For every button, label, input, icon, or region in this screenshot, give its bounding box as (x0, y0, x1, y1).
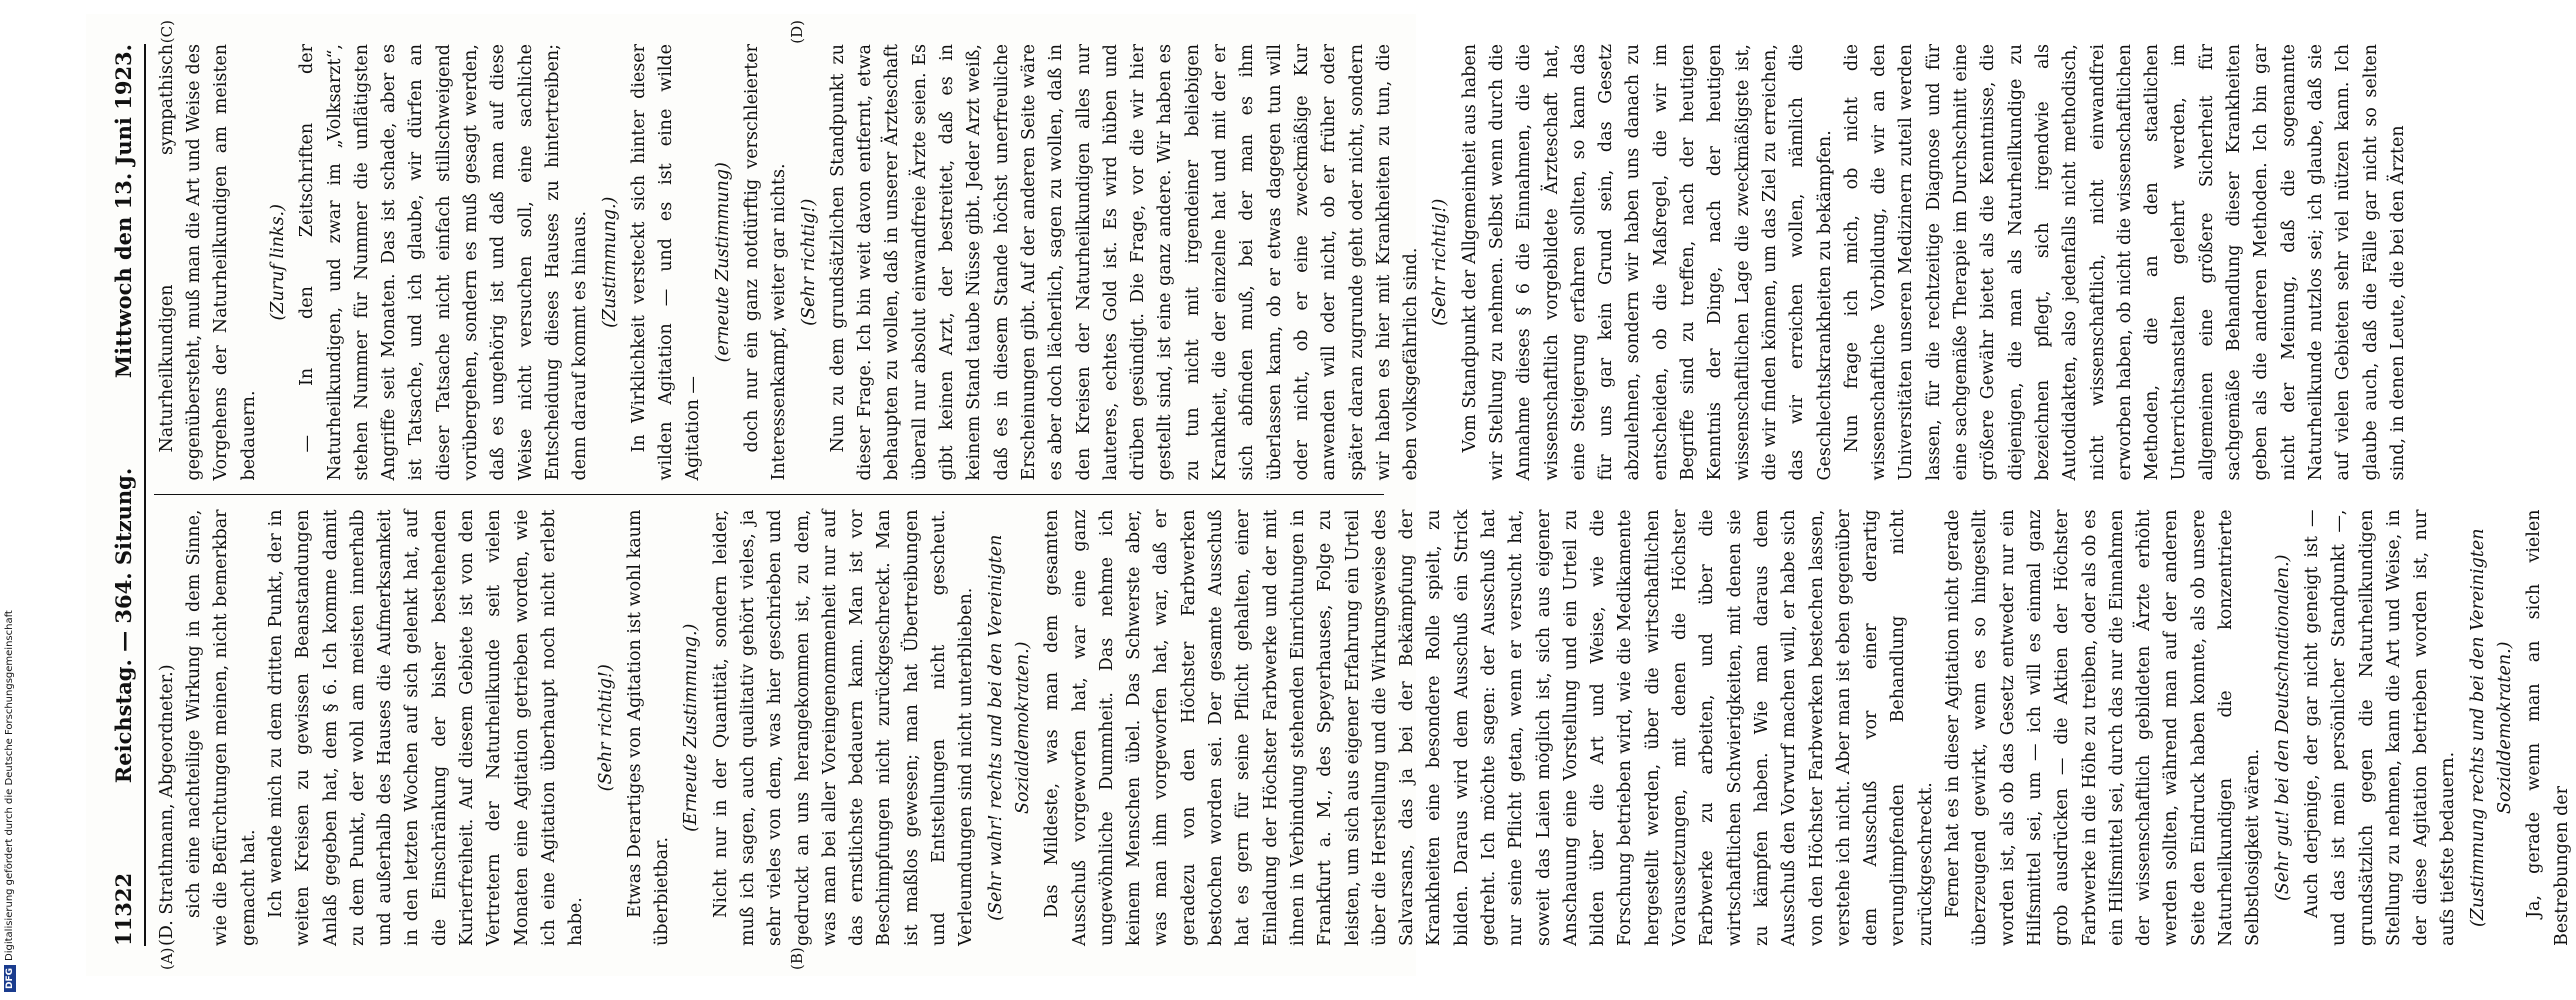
paragraph: sich eine nachteilige Wirkung in dem Sinne, wie die Befürchtungen meinen, nicht bemerkbar gemacht hat. (184, 509, 259, 946)
interjection: (Sehr gut! bei den Deutschnationalen.) (2272, 554, 2293, 902)
dfg-logo: DFG (4, 965, 16, 992)
interjection: (Sehr richtig!) (1430, 198, 1451, 326)
paragraph: Das Mildeste, was man dem gesamten Ausschuß vorgeworfen hat, war eine ganz ungewöhnliche Dummheit. Das nehme ich keinem Menschen übel. Das Schwerste aber, was man ihm vorgeworfen hat, war, daß er geradezu von den Höchster Farbwerken bestochen worden sei. Der gesamte Ausschuß hat es gern für seine Pflicht gehalten, einer Einladung der Höchster Farbwerke und der mit ihnen in Verbindung stehenden Einrichtungen in Frankfurt a. M., des Speyerhauses, Folge zu leisten, um sich aus eigener Erfahrung ein Urteil über die Herstellung und die Wirkungsweise des Salvarsans, das ja bei der Bekämpfung der Krankheiten eine besondere Rolle spielt, zu bilden. Daraus wird dem Ausschuß ein Strick gedreht. Ich möchte sagen: der Ausschuß hat nur seine Pflicht getan, wenn er versucht hat, soweit das Laien möglich ist, sich aus eigener Anschauung eine Vorstellung und ein Urteil zu bilden über die Art und Weise, wie die Forschung betrieben wird, wie die Medikamente hergestellt werden, über die wirtschaftlichen Voraussetzungen, mit denen die Höchster Farbwerke zu arbeiten, und über die wirtschaftlichen Schwierigkeiten, mit denen sie zu kämpfen haben. Wie man daraus dem Ausschuß den Vorwurf machen will, er habe sich von den Höchster Farbwerken bestechen lassen, verstehe ich nicht. Aber man ist eben gegenüber dem Ausschuß vor einer derartig verunglimpfenden Behandlung nicht zurückgeschreckt. (1042, 509, 1936, 946)
margin-marker-c: (C) (158, 20, 176, 44)
paragraph: Ja, gerade wenn man an sich vielen Bestrebungen der (2524, 509, 2572, 946)
paragraph: Nun zu dem grundsätzlichen Standpunkt zu dieser Frage. Ich bin weit davon entfernt, etwa behaupten zu wollen, daß in unserer Ärzteschaft überall nur absolut einwandfreie Ärzte seien. Es gibt keinen Arzt, der bestreitet, daß es in keinem Stand taube Nüsse gibt. Jeder Arzt weiß, daß es in diesem Stande höchst unerfreuliche Erscheinungen gibt. Auf der anderen Seite wäre es aber doch lächerlich, sagen zu wollen, daß in den Kreisen der Naturheilkundigen alles nur lauteres, echtes Gold ist. Es wird hüben und drüben gesündigt. Die Frage, vor die wir hier gestellt sind, ist eine ganz andere. Wir haben es zu tun nicht mit irgendeiner beliebigen Krankheit, die der einzelne hat und mit der er sich abfinden muß, bei der man es ihm überlassen kann, ob er etwas dagegen tun will oder nicht, ob er eine zweckmäßige Kur anwenden will oder nicht, ob er früher oder später daran zugrunde geht oder nicht, sondern wir haben es hier mit Krankheiten zu tun, die eben volksgefährlich sind. (827, 44, 1422, 481)
left-column (154, 496, 2572, 947)
paragraph: Etwas Derartiges von Agitation ist wohl kaum überbietbar. (624, 509, 673, 946)
interjection: (Sehr wahr! rechts und bei den Vereinigten Sozialdemokraten.) (985, 534, 1033, 921)
session-date: Mittwoch den 13. Juni 1923. (111, 44, 136, 379)
interjection: (Erneute Zustimmung.) (681, 623, 702, 832)
paragraph: Auch derjenige, der gar nicht geneigt ist — und das ist mein persönlicher Standpunkt —, grundsätzlich gegen die Naturheilkundigen Stellung zu nehmen, kann die Art und Weise, in der diese Agitation betrieben worden ist, nur aufs tiefste bedauern. (2301, 509, 2459, 946)
interjection: (Zuruf links.) (267, 204, 288, 321)
paragraph: Ich wende mich zu dem dritten Punkt, der in weiten Kreisen zu gewissen Beanstandungen Anlaß gegeben hat, dem § 6. Ich komme damit zu dem Punkt, der wohl am meisten innerhalb und außerhalb des Hauses die Aufmerksamkeit in den letzten Wochen auf sich gelenkt hat, auf die Einschränkung der bisher bestehenden Kurierfreiheit. Auf diesem Gebiete ist von den Vertretern der Naturheilkunde seit vielen Monaten eine Agitation getrieben worden, wie ich eine Agitation überhaupt noch nicht erlebt habe. (265, 509, 587, 946)
speaker-line: (D. Strathmann, Abgeordneter.) (156, 664, 177, 946)
page-header (108, 44, 146, 946)
text-columns (154, 44, 2572, 946)
interjection: (Sehr richtig!) (798, 198, 819, 326)
paragraph: Naturheilkundigen sympathisch gegenübersteht, muß man die Art und Weise des Vorgehens der Naturheilkundigen am meisten bedauern. (156, 44, 259, 481)
interjection: (Zustimmung rechts und bei den Vereinigten Sozialdemokraten.) (2467, 528, 2515, 928)
paragraph: Vom Standpunkt der Allgemeinheit aus haben wir Stellung zu nehmen. Selbst wenn durch die Annahme dieses § 6 die Einnahmen, die die wissenschaftlich vorgebildete Ärzteschaft hat, eine Steigerung erfahren sollten, so kann das für uns gar kein Grund sein, das Gesetz abzulehnen, sondern wir haben uns danach zu entscheiden, ob die Maßregel, die wir im Begriffe sind zu treffen, nach der heutigen Kenntnis der Dinge, nach der heutigen wissenschaftlichen Lage die zweckmäßigste ist, die wir finden können, um das Ziel zu erreichen, das wir erreichen wollen, nämlich die Geschlechtskrankheiten zu bekämpfen. (1459, 44, 1835, 481)
paragraph: doch nur ein ganz notdürftig verschleierter Interessenkampf, weiter gar nichts. (741, 44, 790, 481)
paragraph: Nun frage ich mich, ob nicht die wissenschaftliche Vorbildung, die wir an den Universitäten unseren Medizinern zuteil werden lassen, für die rechtzeitige Diagnose und für eine sachgemäße Therapie im Durchschnitt eine größere Gewähr bietet als die Kenntnisse, die diejenigen, die man als Naturheilkundige zu bezeichnen pflegt, sich irgendwie als Autodidakten, also jedenfalls nicht methodisch, nicht wissenschaftlich, nicht einwandfrei erworben haben, ob nicht die wissenschaftlichen Methoden, die an den staatlichen Unterrichtsanstalten gelehrt werden, im allgemeinen eine größere Sicherheit für sachgemäße Behandlung dieser Krankheiten geben als die anderen Methoden. Ich bin gar nicht der Meinung, daß die sogenannte Naturheilkunde nutzlos sei; ich glaube, daß sie auf vielen Gebieten sehr viel nützen kann. Ich glaube auch, daß die Fälle gar nicht so selten sind, in denen Leute, die bei den Ärzten (1841, 44, 2408, 481)
paragraph: Ferner hat es in dieser Agitation nicht gerade überzeugend gewirkt, wenn es so hingestellt worden ist, als ob das Gesetz entweder nur ein Hilfsmittel sei, um — ich will es einmal ganz grob ausdrücken — die Aktien der Höchster Farbwerke in die Höhe zu treiben, oder als ob es ein Hilfsmittel sei, durch das nur die Einnahmen der wissenschaftlich gebildeten Ärzte erhöht werden sollten, während man auf der anderen Seite den Eindruck haben konnte, als ob unsere Naturheilkundigen die konzentrierte Selbstlosigkeit wären. (1943, 509, 2264, 946)
funding-note: Digitalisierung gefördert durch die Deutsche Forschungsgemeinschaft (4, 610, 15, 961)
session-title: Reichstag. — 364. Sitzung. (111, 467, 136, 784)
page-number: 11322 (111, 872, 136, 946)
margin-marker-b: (B) (788, 947, 806, 970)
interjection: (erneute Zustimmung) (712, 162, 733, 363)
margin-marker-d: (D) (788, 20, 806, 44)
right-column (154, 44, 2408, 495)
interjection: (Sehr richtig!) (595, 664, 616, 792)
paragraph: Nicht nur in der Quantität, sondern leider, muß ich sagen, auch qualitativ gehört vieles, ja sehr vieles von dem, was hier geschrieben und gedruckt an uns herangekommen ist, zu dem, was man bei aller Voreingenommenheit nur auf das ernstlichste bedauern kann. Man ist vor Beschimpfungen nicht zurückgeschreckt. Man ist maßlos gewesen; man hat Übertreibungen und Entstellungen nicht gescheut. Verleumdungen sind nicht unterblieben. (710, 509, 977, 946)
paragraph: In Wirklichkeit versteckt sich hinter dieser wilden Agitation — und es ist eine wilde Agitation — (628, 44, 704, 481)
margin-marker-a: (A) (158, 947, 176, 970)
interjection: (Zustimmung.) (599, 196, 620, 328)
footer-strip (0, 0, 20, 1000)
scanned-page (86, 14, 2572, 976)
footer-text-block (0, 0, 20, 992)
paragraph: — In den Zeitschriften der Naturheilkundigen, und zwar im „Volksarzt“, stehen Nummer für Nummer die unflätigsten Angriffe seit Monaten. Das ist schade, aber es ist Tatsache, und ich glaube, wir dürfen an dieser Tatsache nicht einfach stillschweigend vorübergehen, sondern es muß gesagt werden, daß es ungehörig ist und daß man auf diese Weise nicht versuchen soll, eine sachliche Entscheidung dieses Hauses zu hintertreiben; denn darauf kommt es hinaus. (297, 44, 591, 481)
rotated-page (86, 14, 2572, 976)
